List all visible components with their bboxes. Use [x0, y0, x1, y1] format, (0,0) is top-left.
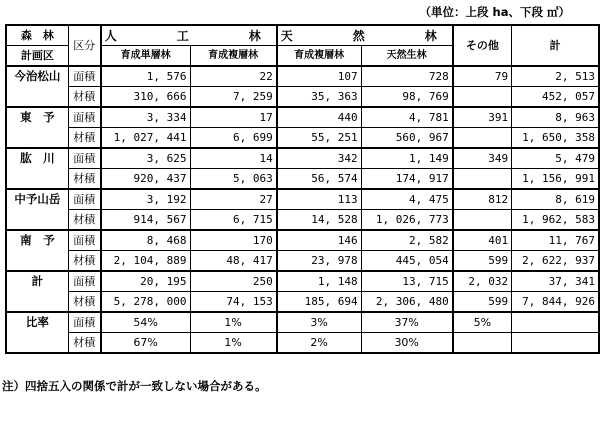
row-label-volume: 材積: [68, 87, 100, 108]
header-kei: 計: [512, 25, 599, 66]
volume-value: 185, 694: [277, 292, 361, 313]
table-row: [6, 148, 599, 169]
volume-value: [453, 333, 512, 354]
region-name-cont: [6, 128, 68, 149]
volume-value: 920, 437: [101, 169, 190, 190]
area-value: 79: [453, 66, 512, 87]
volume-value: 560, 967: [361, 128, 453, 149]
area-value: 146: [277, 230, 361, 251]
volume-value: [453, 128, 512, 149]
region-name: 中予山岳: [6, 189, 68, 210]
area-value: 113: [277, 189, 361, 210]
volume-value: 2, 104, 889: [101, 251, 190, 272]
table-row: [6, 251, 599, 272]
volume-value: 48, 417: [190, 251, 277, 272]
row-label-volume: 材積: [68, 169, 100, 190]
area-value: 1, 149: [361, 148, 453, 169]
region-name: 南 予: [6, 230, 68, 251]
region-name: 計: [6, 271, 68, 292]
volume-value: 1, 027, 441: [101, 128, 190, 149]
area-value: 3, 625: [101, 148, 190, 169]
table-row: [6, 66, 599, 87]
table-row: [6, 292, 599, 313]
area-value: 20, 195: [101, 271, 190, 292]
area-value: 8, 963: [512, 107, 599, 128]
area-value: 170: [190, 230, 277, 251]
area-value: 2, 582: [361, 230, 453, 251]
area-value: 107: [277, 66, 361, 87]
region-name-cont: [6, 210, 68, 231]
area-value: 37, 341: [512, 271, 599, 292]
volume-value: 35, 363: [277, 87, 361, 108]
row-label-volume: 材積: [68, 333, 100, 354]
header-forest: 森 林: [6, 25, 68, 46]
area-value: 728: [361, 66, 453, 87]
area-value: 22: [190, 66, 277, 87]
volume-value: 310, 666: [101, 87, 190, 108]
unit-note: （単位：上段 ha、下段 ㎥）: [419, 5, 570, 19]
area-value: 2, 032: [453, 271, 512, 292]
header-tennen: 天 然 林: [277, 25, 453, 46]
header-sub-3: 天然生林: [361, 46, 453, 67]
row-label-area: 面積: [68, 107, 100, 128]
area-value: 250: [190, 271, 277, 292]
volume-value: 445, 054: [361, 251, 453, 272]
row-label-volume: 材積: [68, 210, 100, 231]
area-value: 4, 475: [361, 189, 453, 210]
area-value: 37%: [361, 312, 453, 333]
header-jinko: 人 工 林: [101, 25, 277, 46]
header-kubun: 区分: [68, 25, 100, 66]
area-value: 812: [453, 189, 512, 210]
volume-value: 599: [453, 292, 512, 313]
region-name: 東 予: [6, 107, 68, 128]
header-sub-2: 育成複層林: [277, 46, 361, 67]
row-label-area: 面積: [68, 271, 100, 292]
row-label-volume: 材積: [68, 251, 100, 272]
volume-value: 1, 962, 583: [512, 210, 599, 231]
table-row: [6, 333, 599, 354]
volume-value: [453, 169, 512, 190]
table-row: [6, 210, 599, 231]
volume-value: 2, 306, 480: [361, 292, 453, 313]
area-value: 3, 192: [101, 189, 190, 210]
footnote: 注）四捨五入の関係で計が一致しない場合がある。: [2, 379, 267, 393]
area-value: 3%: [277, 312, 361, 333]
region-name-cont: [6, 169, 68, 190]
row-label-volume: 材積: [68, 128, 100, 149]
area-value: 27: [190, 189, 277, 210]
area-value: 8, 468: [101, 230, 190, 251]
area-value: 1, 148: [277, 271, 361, 292]
area-value: 391: [453, 107, 512, 128]
table-row: [6, 169, 599, 190]
table-row: [6, 230, 599, 251]
row-label-area: 面積: [68, 148, 100, 169]
volume-value: 1, 026, 773: [361, 210, 453, 231]
row-label-volume: 材積: [68, 292, 100, 313]
area-value: 5%: [453, 312, 512, 333]
area-value: 54%: [101, 312, 190, 333]
table-row: [6, 189, 599, 210]
region-name: 比率: [6, 312, 68, 333]
area-value: 2, 513: [512, 66, 599, 87]
area-value: 4, 781: [361, 107, 453, 128]
header-sub-1: 育成複層林: [190, 46, 277, 67]
volume-value: 2, 622, 937: [512, 251, 599, 272]
area-value: 401: [453, 230, 512, 251]
volume-value: 98, 769: [361, 87, 453, 108]
region-name-cont: [6, 333, 68, 354]
volume-value: [512, 333, 599, 354]
region-name: 今治松山: [6, 66, 68, 87]
table-row: [6, 128, 599, 149]
row-label-area: 面積: [68, 312, 100, 333]
volume-value: 6, 699: [190, 128, 277, 149]
table-row: [6, 271, 599, 292]
volume-value: 5, 278, 000: [101, 292, 190, 313]
area-value: 13, 715: [361, 271, 453, 292]
volume-value: 14, 528: [277, 210, 361, 231]
region-name-cont: [6, 292, 68, 313]
volume-value: 452, 057: [512, 87, 599, 108]
table-row: [6, 107, 599, 128]
volume-value: 174, 917: [361, 169, 453, 190]
area-value: 5, 479: [512, 148, 599, 169]
area-value: 17: [190, 107, 277, 128]
volume-value: 1, 650, 358: [512, 128, 599, 149]
volume-value: 5, 063: [190, 169, 277, 190]
area-value: 1%: [190, 312, 277, 333]
area-value: 14: [190, 148, 277, 169]
area-value: 11, 767: [512, 230, 599, 251]
forest-area-table: [5, 24, 600, 354]
area-value: 440: [277, 107, 361, 128]
table-row: [6, 87, 599, 108]
header-sub-0: 育成単層林: [101, 46, 190, 67]
volume-value: [453, 210, 512, 231]
table-row: [6, 312, 599, 333]
volume-value: 1%: [190, 333, 277, 354]
area-value: 8, 619: [512, 189, 599, 210]
volume-value: 2%: [277, 333, 361, 354]
area-value: 349: [453, 148, 512, 169]
region-name-cont: [6, 251, 68, 272]
region-name: 肱 川: [6, 148, 68, 169]
volume-value: [453, 87, 512, 108]
volume-value: 7, 844, 926: [512, 292, 599, 313]
volume-value: 30%: [361, 333, 453, 354]
volume-value: 56, 574: [277, 169, 361, 190]
volume-value: 67%: [101, 333, 190, 354]
volume-value: 599: [453, 251, 512, 272]
volume-value: 23, 978: [277, 251, 361, 272]
volume-value: 6, 715: [190, 210, 277, 231]
volume-value: 55, 251: [277, 128, 361, 149]
area-value: [512, 312, 599, 333]
area-value: 3, 334: [101, 107, 190, 128]
area-value: 342: [277, 148, 361, 169]
header-sonota: その他: [453, 25, 512, 66]
volume-value: 1, 156, 991: [512, 169, 599, 190]
row-label-area: 面積: [68, 230, 100, 251]
row-label-area: 面積: [68, 66, 100, 87]
header-keikakuku: 計画区: [6, 46, 68, 67]
region-name-cont: [6, 87, 68, 108]
volume-value: 914, 567: [101, 210, 190, 231]
volume-value: 7, 259: [190, 87, 277, 108]
row-label-area: 面積: [68, 189, 100, 210]
header-row-1: [6, 25, 599, 46]
volume-value: 74, 153: [190, 292, 277, 313]
area-value: 1, 576: [101, 66, 190, 87]
